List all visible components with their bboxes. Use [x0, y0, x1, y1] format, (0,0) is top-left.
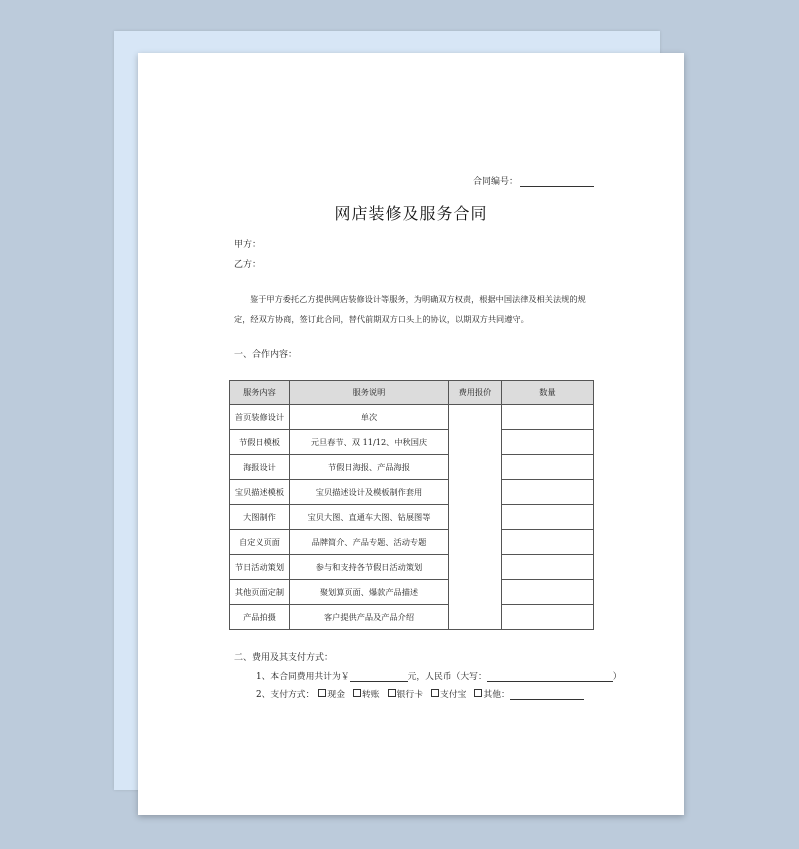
bank-card-checkbox[interactable]	[388, 689, 396, 697]
quantity-cell	[502, 505, 594, 530]
section-heading-cooperation: 一、合作内容：	[234, 350, 298, 360]
payment-method-label: 2、支付方式：	[256, 690, 315, 700]
service-cell: 节假日模板	[230, 430, 290, 455]
header-price: 费用报价	[449, 381, 502, 405]
table-row	[230, 455, 594, 480]
service-cell: 海报设计	[230, 455, 290, 480]
header-quantity: 数量	[502, 381, 594, 405]
intro-line-2: 定，经双方协商，签订此合同，替代前期双方口头上的协议，以期双方共同遵守。	[234, 314, 529, 324]
amount-blank	[350, 671, 408, 682]
description-cell: 聚划算页面、爆款产品描述	[290, 580, 449, 605]
services-table	[229, 380, 594, 630]
table-row	[230, 405, 594, 430]
service-cell: 首页装修设计	[230, 405, 290, 430]
section-heading-payment: 二、费用及其支付方式：	[234, 653, 334, 663]
description-cell: 品牌简介、产品专题、活动专题	[290, 530, 449, 555]
price-cell	[449, 405, 502, 630]
alipay-label: 支付宝	[440, 690, 467, 700]
quantity-cell	[502, 480, 594, 505]
amount-label: 1、本合同费用共计为￥	[256, 672, 350, 682]
quantity-cell	[502, 555, 594, 580]
description-cell: 客户提供产品及产品介绍	[290, 605, 449, 630]
header-description: 服务说明	[290, 381, 449, 405]
service-cell: 产品拍摄	[230, 605, 290, 630]
quantity-cell	[502, 530, 594, 555]
description-cell: 节假日海报、产品海报	[290, 455, 449, 480]
document-page	[138, 53, 684, 815]
table-row	[230, 530, 594, 555]
cash-label: 现金	[327, 690, 345, 700]
table-row	[230, 505, 594, 530]
service-cell: 宝贝描述模板	[230, 480, 290, 505]
description-cell: 宝贝描述设计及模板制作套用	[290, 480, 449, 505]
transfer-label: 转账	[362, 690, 380, 700]
description-cell: 参与和支持各节假日活动策划	[290, 555, 449, 580]
description-cell: 元旦春节、双 11/12、中秋国庆	[290, 430, 449, 455]
service-cell: 其他页面定制	[230, 580, 290, 605]
party-a-label: 甲方：	[234, 240, 262, 250]
cash-checkbox[interactable]	[318, 689, 326, 697]
table-row	[230, 580, 594, 605]
header-service: 服务内容	[230, 381, 290, 405]
quantity-cell	[502, 405, 594, 430]
quantity-cell	[502, 605, 594, 630]
description-cell: 单次	[290, 405, 449, 430]
quantity-cell	[502, 580, 594, 605]
contract-number	[473, 174, 594, 187]
quantity-cell	[502, 430, 594, 455]
contract-number-blank	[520, 176, 594, 187]
table-row	[230, 430, 594, 455]
other-blank	[510, 689, 584, 700]
service-cell: 节日活动策划	[230, 555, 290, 580]
party-b-label: 乙方：	[234, 260, 262, 270]
transfer-checkbox[interactable]	[353, 689, 361, 697]
alipay-checkbox[interactable]	[431, 689, 439, 697]
bank-card-label: 银行卡	[396, 690, 424, 700]
document-title: 网店装修及服务合同	[334, 204, 488, 223]
table-header-row	[230, 381, 594, 405]
quantity-cell	[502, 455, 594, 480]
amount-words-blank	[487, 671, 613, 682]
intro-paragraph	[234, 289, 594, 329]
service-cell: 自定义页面	[230, 530, 290, 555]
table-row	[230, 605, 594, 630]
description-cell: 宝贝大图、直通车大图、钻展图等	[290, 505, 449, 530]
intro-line-1: 鉴于甲方委托乙方提供网店装修设计等服务，为明确双方权责，根据中国法律及相关法规的规	[250, 294, 586, 304]
payment-amount-line	[256, 669, 622, 682]
payment-method-line	[256, 687, 584, 700]
contract-number-label: 合同编号：	[473, 177, 519, 187]
service-cell: 大图制作	[230, 505, 290, 530]
table-row	[230, 555, 594, 580]
rmb-label: 元，人民币（大写：	[407, 672, 487, 682]
table-row	[230, 480, 594, 505]
close-paren: ）	[612, 672, 622, 682]
other-checkbox[interactable]	[474, 689, 482, 697]
other-label: 其他：	[483, 690, 510, 700]
